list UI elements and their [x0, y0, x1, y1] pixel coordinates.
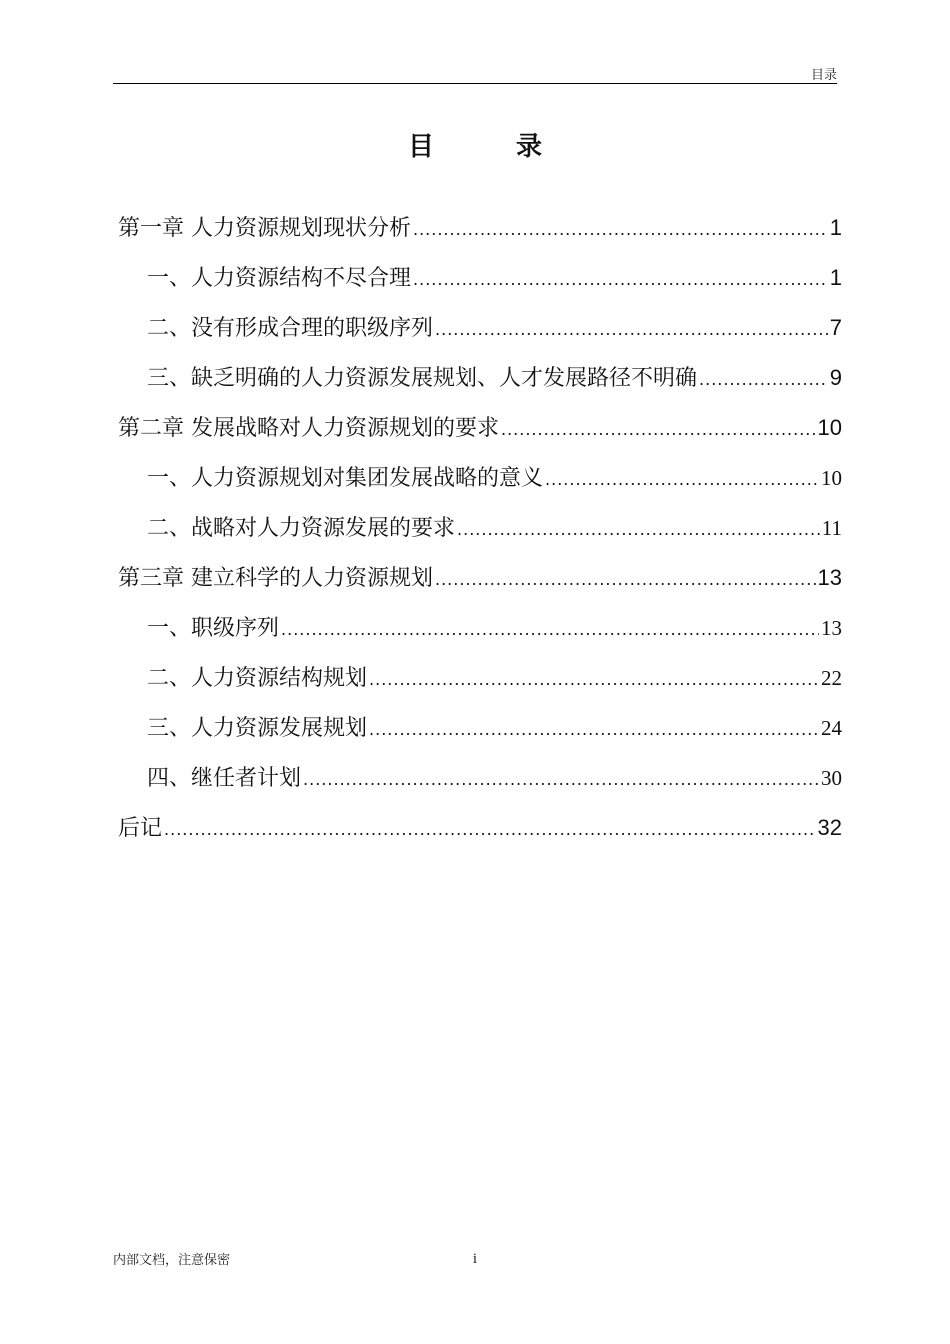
toc-leader-dots — [369, 705, 819, 755]
toc-entry-label: 第三章 建立科学的人力资源规划 — [118, 566, 433, 591]
toc-entry-label: 二、战略对人力资源发展的要求 — [147, 516, 456, 541]
toc-entry-label: 一、人力资源规划对集团发展战略的意义 — [147, 466, 544, 491]
toc-leader-dots — [545, 455, 819, 505]
toc-leader-dots — [501, 405, 816, 455]
toc-leader-dots — [699, 355, 828, 405]
toc-entry-label: 第二章 发展战略对人力资源规划的要求 — [118, 416, 499, 441]
header-section-label: 目录 — [810, 68, 837, 83]
toc-entry-page: 10 — [817, 415, 842, 440]
header-rule — [113, 83, 837, 84]
toc-entry-page: 9 — [829, 365, 842, 390]
toc-entry[interactable] — [118, 753, 842, 803]
toc-entry-label: 二、没有形成合理的职级序列 — [147, 316, 434, 341]
toc-leader-dots — [281, 605, 819, 655]
toc-entry[interactable] — [118, 453, 842, 503]
toc-entry[interactable] — [118, 803, 842, 853]
footer-page-number: i — [472, 1251, 478, 1267]
toc-entry-label: 三、人力资源发展规划 — [147, 716, 368, 741]
toc-entry[interactable] — [118, 253, 842, 303]
toc-entry-label: 四、继任者计划 — [147, 766, 302, 791]
toc-entry-label: 三、缺乏明确的人力资源发展规划、人才发展路径不明确 — [147, 366, 698, 391]
toc-entry-label: 后记 — [118, 816, 163, 841]
toc-leader-dots — [303, 755, 819, 805]
toc-leader-dots — [435, 305, 828, 355]
toc-leader-dots — [369, 655, 819, 705]
toc-leader-dots — [413, 255, 828, 305]
footer-confidential-note: 内部文档，注意保密 — [113, 1253, 231, 1268]
toc-entry-page: 24 — [821, 716, 842, 740]
table-of-contents — [118, 203, 842, 853]
toc-title: 目 录 — [407, 132, 570, 162]
toc-entry[interactable] — [118, 403, 842, 453]
toc-entry-page: 13 — [817, 565, 842, 590]
toc-entry-page: 11 — [821, 516, 842, 540]
toc-entry-page: 1 — [829, 265, 842, 290]
toc-entry-page: 13 — [821, 616, 842, 640]
toc-entry[interactable] — [118, 603, 842, 653]
toc-leader-dots — [435, 555, 816, 605]
toc-entry[interactable] — [118, 503, 842, 553]
toc-entry-page: 1 — [829, 215, 842, 240]
toc-entry[interactable] — [118, 553, 842, 603]
toc-entry-label: 第一章 人力资源规划现状分析 — [118, 216, 411, 241]
toc-entry[interactable] — [118, 203, 842, 253]
toc-leader-dots — [164, 805, 816, 855]
toc-entry-label: 一、人力资源结构不尽合理 — [147, 266, 412, 291]
toc-entry[interactable] — [118, 653, 842, 703]
toc-entry-label: 二、人力资源结构规划 — [147, 666, 368, 691]
toc-entry-page: 30 — [821, 766, 842, 790]
toc-entry-label: 一、职级序列 — [147, 616, 280, 641]
toc-entry-page: 22 — [821, 666, 842, 690]
toc-entry[interactable] — [118, 353, 842, 403]
toc-leader-dots — [457, 505, 820, 555]
toc-entry-page: 32 — [817, 815, 842, 840]
toc-entry-page: 10 — [821, 466, 842, 490]
toc-entry-page: 7 — [829, 315, 842, 340]
toc-entry[interactable] — [118, 303, 842, 353]
toc-entry[interactable] — [118, 703, 842, 753]
toc-leader-dots — [413, 205, 828, 255]
